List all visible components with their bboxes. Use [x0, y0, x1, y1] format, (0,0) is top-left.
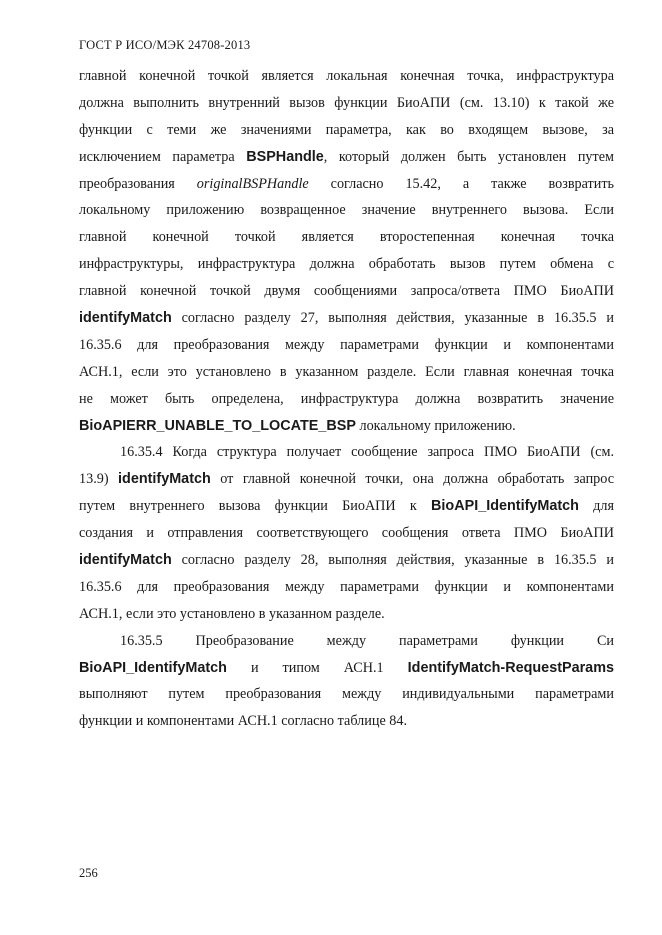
text-segment: главной конечной точкой двумя сообщениями запроса/ответа ПМО БиоАПИ — [79, 283, 614, 300]
text-segment: не может быть определена, инфраструктура должна возвратить значение — [79, 390, 614, 407]
text-line — [79, 681, 614, 708]
text-segment: главной конечной точкой является локальная конечная точка, инфраструктура — [79, 68, 614, 84]
text-line — [79, 574, 614, 601]
code-identifier: BioAPI_IdentifyMatch — [431, 498, 579, 515]
text-line — [79, 493, 614, 520]
document-body — [79, 63, 614, 735]
text-segment: 16.35.4 Когда структура получает сообщение запроса ПМО БиоАПИ (см. — [120, 444, 614, 461]
code-identifier: BioAPIERR_UNABLE_TO_LOCATE_BSP — [79, 417, 356, 434]
text-line — [79, 332, 614, 359]
code-identifier: BioAPI_IdentifyMatch — [79, 659, 227, 676]
text-segment: АСН.1, если это установлено в указанном разделе. — [79, 605, 385, 622]
text-line — [79, 466, 614, 493]
text-segment: локальному приложению. — [355, 417, 516, 434]
text-segment: и типом АСН.1 — [226, 659, 408, 676]
code-identifier: identifyMatch — [79, 552, 172, 569]
page-number: 256 — [79, 866, 98, 880]
text-line — [79, 520, 614, 547]
text-line — [79, 90, 614, 117]
text-line — [79, 144, 614, 171]
italic-term: originalBSPHandle — [196, 175, 309, 192]
text-segment: выполняют путем преобразования между индивидуальными параметрами — [79, 686, 614, 703]
code-identifier: identifyMatch — [118, 471, 211, 488]
text-segment: локальному приложению возвращенное значение внутреннего вызова. Если — [79, 202, 614, 219]
text-segment: функции и компонентами АСН.1 согласно таблице 84. — [79, 713, 408, 730]
text-segment: создания и отправления соответствующего сообщения ответа ПМО БиоАПИ — [79, 525, 614, 542]
document-header: ГОСТ Р ИСО/МЭК 24708-2013 — [79, 38, 251, 52]
text-segment: 16.35.5 Преобразование между параметрами функции Си — [120, 632, 614, 649]
text-line — [79, 224, 614, 251]
text-segment: инфраструктуры, инфраструктура должна обработать вызов путем обмена с — [79, 256, 614, 273]
text-line — [79, 117, 614, 144]
text-line — [79, 197, 614, 224]
code-identifier: IdentifyMatch-RequestParams — [407, 659, 614, 676]
text-segment: согласно разделу 27, выполняя действия, указанные в 16.35.5 и — [171, 310, 614, 327]
text-segment: от главной конечной точки, она должна обработать запрос — [210, 471, 614, 488]
code-identifier: identifyMatch — [79, 310, 172, 327]
text-segment: путем внутреннего вызова функции БиоАПИ к — [79, 498, 432, 515]
text-segment: 13.9) — [79, 471, 119, 488]
text-line — [79, 708, 614, 735]
text-segment: исключением параметра — [79, 148, 247, 165]
text-segment: АСН.1, если это установлено в указанном разделе. Если главная конечная точка — [79, 363, 614, 380]
text-line — [79, 171, 614, 198]
text-segment: главной конечной точкой является второстепенная конечная точка — [79, 229, 614, 246]
text-segment: согласно разделу 28, выполняя действия, указанные в 16.35.5 и — [171, 552, 614, 569]
text-line — [79, 251, 614, 278]
text-line — [79, 63, 614, 90]
text-segment: должна выполнить внутренний вызов функции БиоАПИ (см. 13.10) к такой же — [79, 94, 614, 111]
text-line — [79, 359, 614, 386]
text-segment: согласно 15.42, а также возвратить — [308, 175, 615, 192]
text-line — [79, 655, 614, 682]
text-line — [79, 278, 614, 305]
text-line — [79, 439, 614, 466]
text-line — [79, 413, 614, 440]
text-segment: преобразования — [79, 175, 197, 192]
text-segment: 16.35.6 для преобразования между параметрами функции и компонентами — [79, 336, 614, 353]
text-line — [79, 601, 614, 628]
text-segment: 16.35.6 для преобразования между параметрами функции и компонентами — [79, 578, 614, 595]
text-line — [79, 305, 614, 332]
text-line — [79, 628, 614, 655]
text-line — [79, 386, 614, 413]
text-line — [79, 547, 614, 574]
text-segment: функции с теми же значениями параметра, как во входящем вызове, за — [79, 121, 614, 138]
code-identifier: BSPHandle — [246, 148, 324, 165]
text-segment: для — [578, 498, 615, 515]
text-segment: , который должен быть установлен путем — [323, 148, 614, 165]
